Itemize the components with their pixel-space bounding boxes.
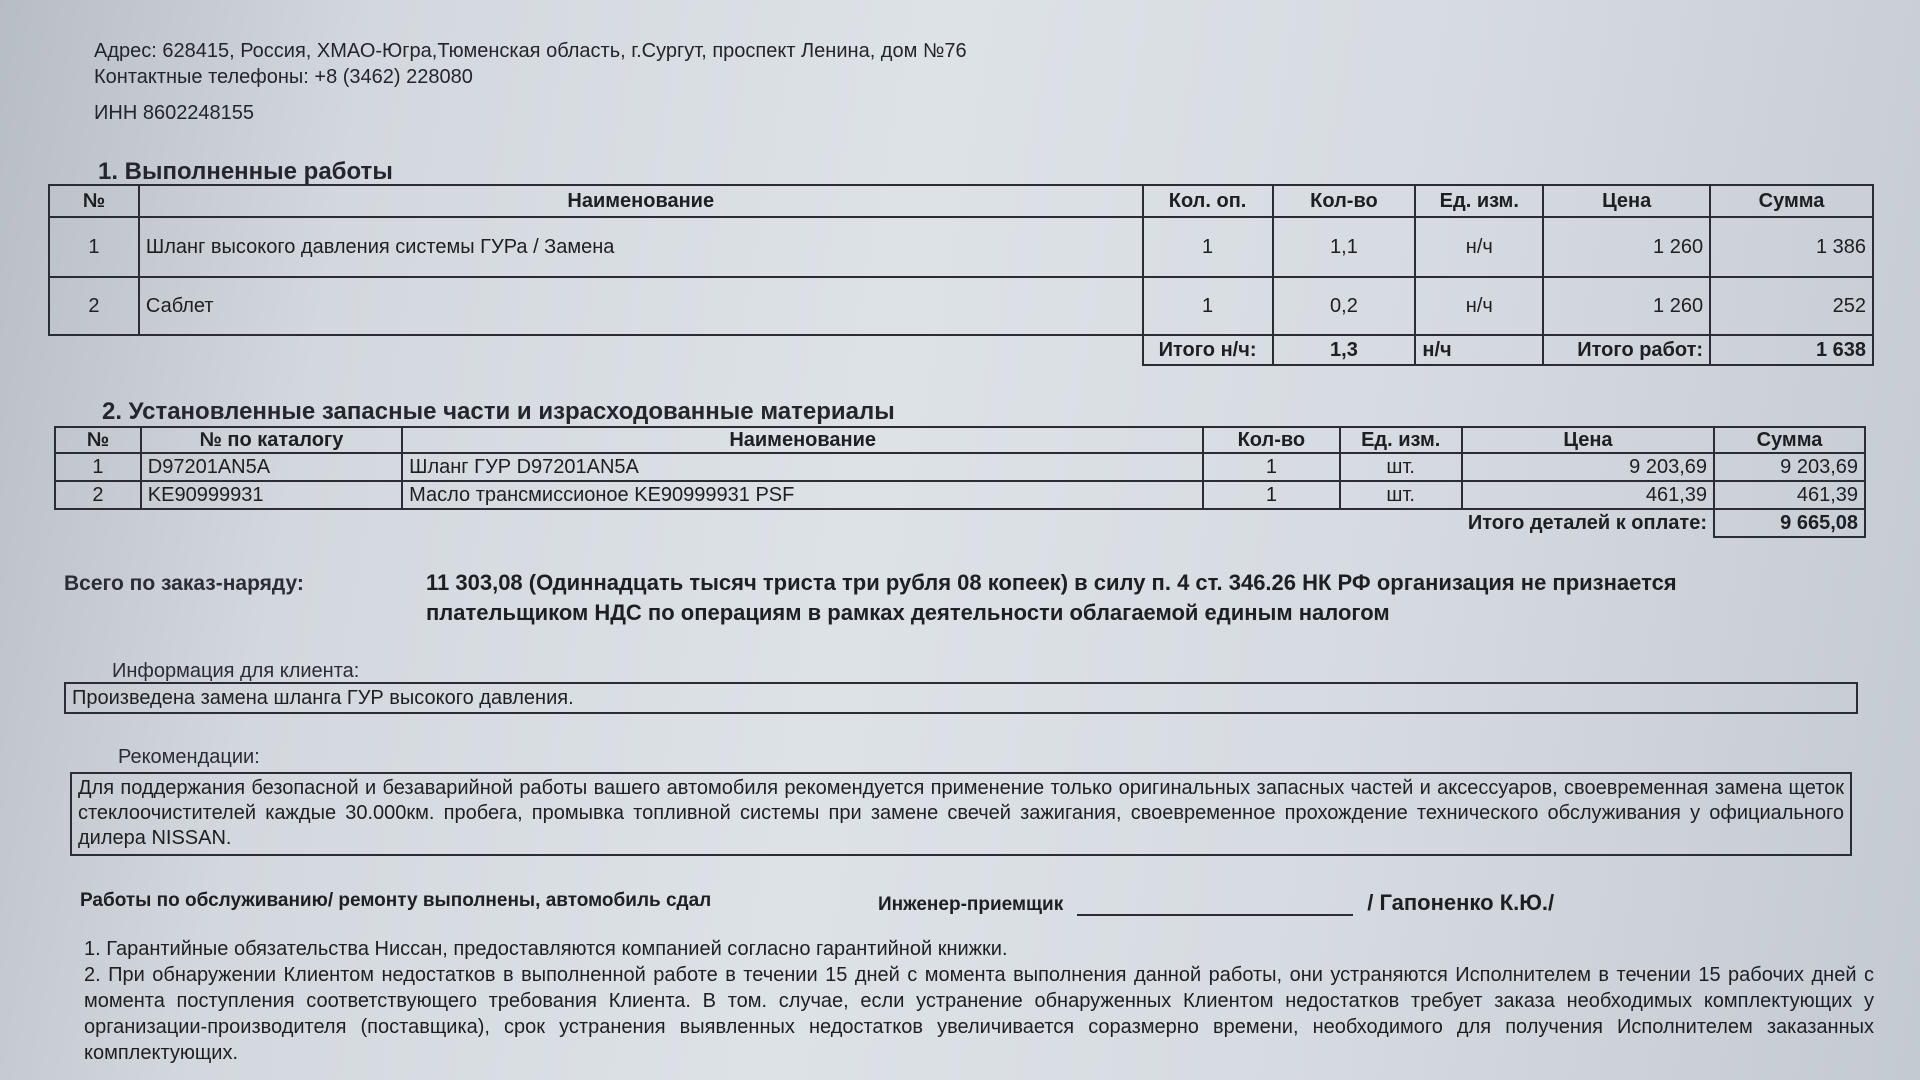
- row-name: Саблет: [139, 277, 1143, 335]
- engineer-name: / Гапоненко К.Ю./: [1367, 890, 1555, 915]
- row-sum: 252: [1710, 277, 1873, 335]
- works-table: [48, 184, 1874, 366]
- address-line: Адрес: 628415, Россия, ХМАО-Югра,Тюменская область, г.Сургут, проспект Ленина, дом №76: [94, 40, 967, 62]
- col-sum: Сумма: [1714, 427, 1865, 453]
- row-sum: 461,39: [1714, 481, 1865, 509]
- warranty-notes: [84, 936, 1874, 1066]
- row-ops: 1: [1143, 217, 1273, 277]
- signature-engineer-block: [878, 890, 1554, 916]
- total-parts-value: 9 665,08: [1714, 509, 1865, 537]
- row-no: 1: [55, 453, 141, 481]
- client-info-label: Информация для клиента:: [112, 660, 360, 682]
- col-sum: Сумма: [1710, 185, 1873, 217]
- col-name: Наименование: [139, 185, 1143, 217]
- row-catalog: KE90999931: [141, 481, 402, 509]
- row-qty: 1: [1203, 481, 1339, 509]
- col-qty: Кол-во: [1203, 427, 1339, 453]
- signature-left-text: Работы по обслуживанию/ ремонту выполнены, автомобиль сдал: [80, 890, 712, 911]
- row-qty: 1,1: [1273, 217, 1416, 277]
- signature-line: [1077, 896, 1353, 916]
- row-price: 1 260: [1543, 217, 1710, 277]
- total-hours-label: Итого н/ч:: [1143, 335, 1273, 365]
- grand-total-label: Всего по заказ-наряду:: [64, 572, 304, 595]
- recommendations-box: Для поддержания безопасной и безаварийной работы вашего автомобиля рекомендуется применение только оригинальных запасных частей и аксессуаров, своевременная замена щеток стеклоочистителей каждые 30.000км. пробега, промывка топливной системы при замене свечей зажигания, своевременное прохождение технического обслуживания у официального дилера NISSAN.: [70, 772, 1852, 856]
- row-catalog: D97201AN5A: [141, 453, 402, 481]
- table-row: [55, 481, 1865, 509]
- row-no: 1: [49, 217, 139, 277]
- parts-header-row: [55, 427, 1865, 453]
- col-price: Цена: [1462, 427, 1714, 453]
- row-unit: шт.: [1340, 453, 1462, 481]
- row-ops: 1: [1143, 277, 1273, 335]
- row-name: Шланг высокого давления системы ГУРа / Замена: [139, 217, 1143, 277]
- parts-section-title: 2. Установленные запасные части и израсходованные материалы: [102, 398, 895, 425]
- col-no: №: [49, 185, 139, 217]
- note-1: 1. Гарантийные обязательства Ниссан, предоставляются компанией согласно гарантийной книжки.: [84, 938, 1008, 960]
- row-price: 9 203,69: [1462, 453, 1714, 481]
- parts-total-row: [55, 509, 1865, 537]
- col-unit: Ед. изм.: [1415, 185, 1543, 217]
- row-price: 1 260: [1543, 277, 1710, 335]
- recommendations-label: Рекомендации:: [118, 746, 260, 768]
- col-no: №: [55, 427, 141, 453]
- table-row: [49, 217, 1873, 277]
- inn-line: ИНН 8602248155: [94, 102, 255, 124]
- total-parts-label: Итого деталей к оплате:: [1467, 512, 1707, 534]
- row-unit: н/ч: [1415, 217, 1543, 277]
- col-ops: Кол. оп.: [1143, 185, 1273, 217]
- row-qty: 1: [1203, 453, 1339, 481]
- row-unit: н/ч: [1415, 277, 1543, 335]
- row-no: 2: [55, 481, 141, 509]
- col-catalog: № по каталогу: [141, 427, 402, 453]
- row-unit: шт.: [1340, 481, 1462, 509]
- row-sum: 9 203,69: [1714, 453, 1865, 481]
- client-info-box: Произведена замена шланга ГУР высокого давления.: [64, 682, 1858, 714]
- works-section-title: 1. Выполненные работы: [98, 158, 393, 185]
- row-name: Масло трансмиссионое KE90999931 PSF: [402, 481, 1203, 509]
- col-qty: Кол-во: [1273, 185, 1416, 217]
- total-hours-unit: н/ч: [1415, 335, 1543, 365]
- total-works-value: 1 638: [1710, 335, 1873, 365]
- row-price: 461,39: [1462, 481, 1714, 509]
- note-2: 2. При обнаружении Клиентом недостатков в выполненной работе в течении 15 дней с момента выполнения данной работы, они устраняются Исполнителем в течении 15 рабочих дней с момента поступления соответствующего требования Клиента. В том. случае, если устранение обнаруженных Клиентом недостатков требует заказа необходимых комплектующих у организации-производителя (поставщика), срок устранения выявленных недостатков увеличивается соразмерно времени, необходимого для получения Исполнителем заказанных комплектующих.: [84, 964, 1874, 1064]
- parts-table: [54, 426, 1866, 538]
- col-name: Наименование: [402, 427, 1203, 453]
- works-header-row: [49, 185, 1873, 217]
- table-row: [49, 277, 1873, 335]
- grand-total-line2: плательщиком НДС по операциям в рамках деятельности облагаемой единым налогом: [426, 600, 1390, 625]
- row-name: Шланг ГУР D97201AN5A: [402, 453, 1203, 481]
- row-sum: 1 386: [1710, 217, 1873, 277]
- col-price: Цена: [1543, 185, 1710, 217]
- row-qty: 0,2: [1273, 277, 1416, 335]
- total-hours-value: 1,3: [1273, 335, 1416, 365]
- row-no: 2: [49, 277, 139, 335]
- work-order-document: [40, 18, 1880, 1080]
- engineer-label: Инженер-приемщик: [878, 894, 1064, 915]
- grand-total-line1: 11 303,08 (Одиннадцать тысяч триста три рубля 08 копеек) в силу п. 4 ст. 346.26 НК РФ организация не признается: [426, 570, 1677, 595]
- col-unit: Ед. изм.: [1340, 427, 1462, 453]
- table-row: [55, 453, 1865, 481]
- works-total-row: [49, 335, 1873, 365]
- total-works-label: Итого работ:: [1543, 335, 1710, 365]
- phones-line: Контактные телефоны: +8 (3462) 228080: [94, 66, 473, 88]
